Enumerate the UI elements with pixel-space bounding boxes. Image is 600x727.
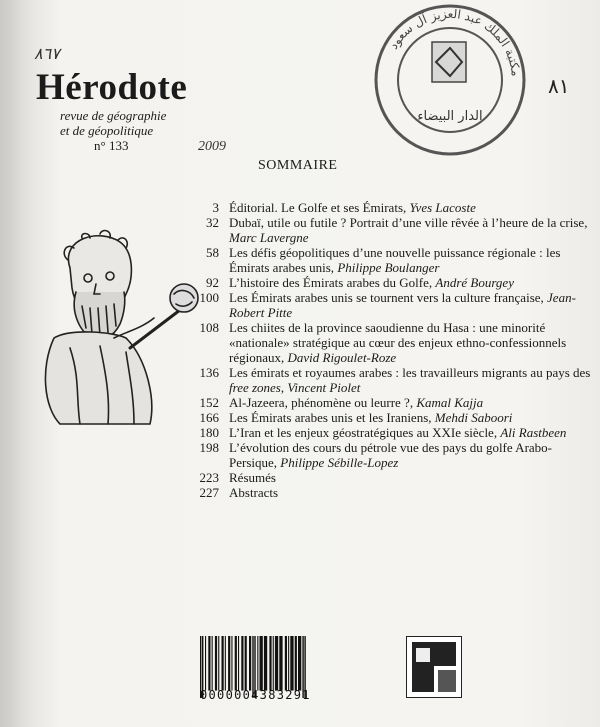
- barcode-bar: [212, 636, 213, 691]
- toc-page-number: 198: [199, 440, 219, 455]
- barcode-bar: [215, 636, 217, 691]
- toc-author: Yves Lacoste: [409, 200, 476, 215]
- toc-title: [229, 485, 595, 500]
- barcode-bar: [285, 636, 287, 691]
- toc-entry: [195, 395, 595, 410]
- toc-entry: [195, 440, 595, 470]
- toc-title: [229, 275, 595, 290]
- toc-page-number: 32: [206, 215, 219, 230]
- toc-entry: [195, 275, 595, 290]
- toc-title: [229, 365, 595, 395]
- toc-title: [229, 440, 595, 470]
- handwritten-year: 2009: [198, 139, 226, 154]
- toc-page-number: 136: [199, 365, 219, 380]
- publisher-logo: [406, 636, 462, 698]
- toc-page-number: 227: [199, 485, 219, 500]
- toc-entry: [195, 425, 595, 440]
- toc-entry: [195, 410, 595, 425]
- barcode-bar: [238, 636, 239, 691]
- toc-text: Les chiites de la province saoudienne du Hasa : une minorité «nationale» stratégique au cœur des enjeux ethno-confessionnels régionaux,: [229, 320, 567, 365]
- barcode-bar: [290, 636, 293, 691]
- toc-author: Philippe Sébille-Lopez: [280, 455, 399, 470]
- herodotus-illustration: [30, 228, 200, 428]
- toc-text: Abstracts: [229, 485, 279, 500]
- barcode-bar: [205, 636, 206, 691]
- toc-title: [229, 410, 595, 425]
- toc-entry: [195, 290, 595, 320]
- barcode-bar: [208, 636, 210, 691]
- toc-entry: [195, 365, 595, 395]
- barcode-bar: [260, 636, 263, 691]
- toc-page-number: 100: [199, 290, 219, 305]
- barcode-digits: 0000004383291: [200, 688, 311, 702]
- toc-entry: [195, 470, 595, 485]
- toc-text: Résumés: [229, 470, 276, 485]
- barcode-bar: [218, 636, 219, 691]
- toc-text: L’évolution des cours du pétrole vue des pays du golfe Arabo-Persique,: [229, 440, 553, 470]
- barcode-bar: [222, 636, 224, 691]
- barcode-bar: [273, 636, 274, 691]
- toc-author: Philippe Boulanger: [337, 260, 440, 275]
- barcode-bar: [231, 636, 232, 691]
- subtitle-line-2: et de géopolitique: [60, 123, 154, 138]
- toc-author: Ali Rastbeen: [500, 425, 567, 440]
- toc-author: free zones: [229, 380, 281, 395]
- toc-text: Les Émirats arabes unis et les Iraniens,: [229, 410, 435, 425]
- toc-page-number: 58: [206, 245, 219, 260]
- toc-title: [229, 245, 595, 275]
- toc-entry: [195, 245, 595, 275]
- toc-title: [229, 470, 595, 485]
- handwritten-number-right: ٨١: [548, 76, 570, 98]
- barcode-bar: [228, 636, 230, 691]
- toc-text: Al-Jazeera, phénomène ou leurre ?,: [229, 395, 417, 410]
- barcode-bar: [295, 636, 297, 691]
- toc-page-number: 152: [199, 395, 219, 410]
- toc-text: L’histoire des Émirats arabes du Golfe,: [229, 275, 436, 290]
- subtitle-line-1: revue de géographie: [60, 108, 167, 123]
- toc-title: [229, 320, 595, 365]
- toc-page-number: 166: [199, 410, 219, 425]
- toc-text: L’Iran et les enjeux géostratégiques au XXIe siècle,: [229, 425, 501, 440]
- toc-author: David Rigoulet-Roze: [287, 350, 397, 365]
- toc-page-number: 180: [199, 425, 219, 440]
- barcode-bar: [269, 636, 271, 691]
- toc-entry: [195, 215, 595, 245]
- barcode-bar: [288, 636, 289, 691]
- barcode-bar: [264, 636, 267, 691]
- toc-text: ,: [280, 380, 288, 395]
- library-stamp: [370, 0, 530, 160]
- barcode-bar: [235, 636, 237, 691]
- barcode-bar: [241, 636, 243, 691]
- barcode-bar: [275, 636, 278, 691]
- toc-author: Mehdi Saboori: [434, 410, 513, 425]
- barcode-bar: [225, 636, 226, 691]
- barcode-bar: [279, 636, 282, 691]
- stamp-outer-text: مكتبة الملك عبد العزيز آل سعود: [386, 6, 523, 77]
- issue-number: n° 133: [94, 138, 129, 153]
- journal-subtitle: [60, 108, 220, 138]
- barcode-bar: [249, 636, 251, 691]
- journal-title: Hérodote: [36, 67, 188, 108]
- barcode-bar: [245, 636, 247, 691]
- toc-author: Marc Lavergne: [229, 230, 309, 245]
- toc-author: Vincent Piolet: [287, 380, 361, 395]
- toc-author: Jean-Robert Pitte: [229, 290, 576, 320]
- toc-text: Les émirats et royaumes arabes : les travailleurs migrants au pays des: [229, 365, 591, 380]
- toc-text: Les défis géopolitiques d’une nouvelle puissance régionale : les Émirats arabes unis,: [229, 245, 561, 275]
- toc-text: Éditorial. Le Golfe et ses Émirats,: [229, 200, 410, 215]
- barcode-bar: [298, 636, 301, 691]
- toc-page-number: 3: [212, 200, 219, 215]
- toc-entry: [195, 485, 595, 500]
- toc-text: Les Émirats arabes unis se tournent vers la culture française,: [229, 290, 548, 305]
- table-of-contents: [195, 200, 595, 500]
- toc-entry: [195, 200, 595, 215]
- toc-page-number: 108: [199, 320, 219, 335]
- toc-title: [229, 215, 595, 245]
- toc-page-number: 92: [206, 275, 219, 290]
- toc-entry: [195, 320, 595, 365]
- toc-text: Dubaï, utile ou futile ? Portrait d’une ville rêvée à l’heure de la crise,: [229, 215, 588, 230]
- toc-page-number: 223: [199, 470, 219, 485]
- sommaire-heading: SOMMAIRE: [258, 158, 338, 173]
- toc-author: Kamal Kajja: [416, 395, 484, 410]
- toc-author: André Bourgey: [435, 275, 514, 290]
- toc-title: [229, 290, 595, 320]
- toc-title: [229, 200, 595, 215]
- stamp-inner-text: الدار البيضاء: [417, 109, 483, 124]
- barcode-bar: [257, 636, 258, 691]
- toc-title: [229, 395, 595, 410]
- toc-title: [229, 425, 595, 440]
- handwritten-number: ٨٦٧: [34, 46, 60, 63]
